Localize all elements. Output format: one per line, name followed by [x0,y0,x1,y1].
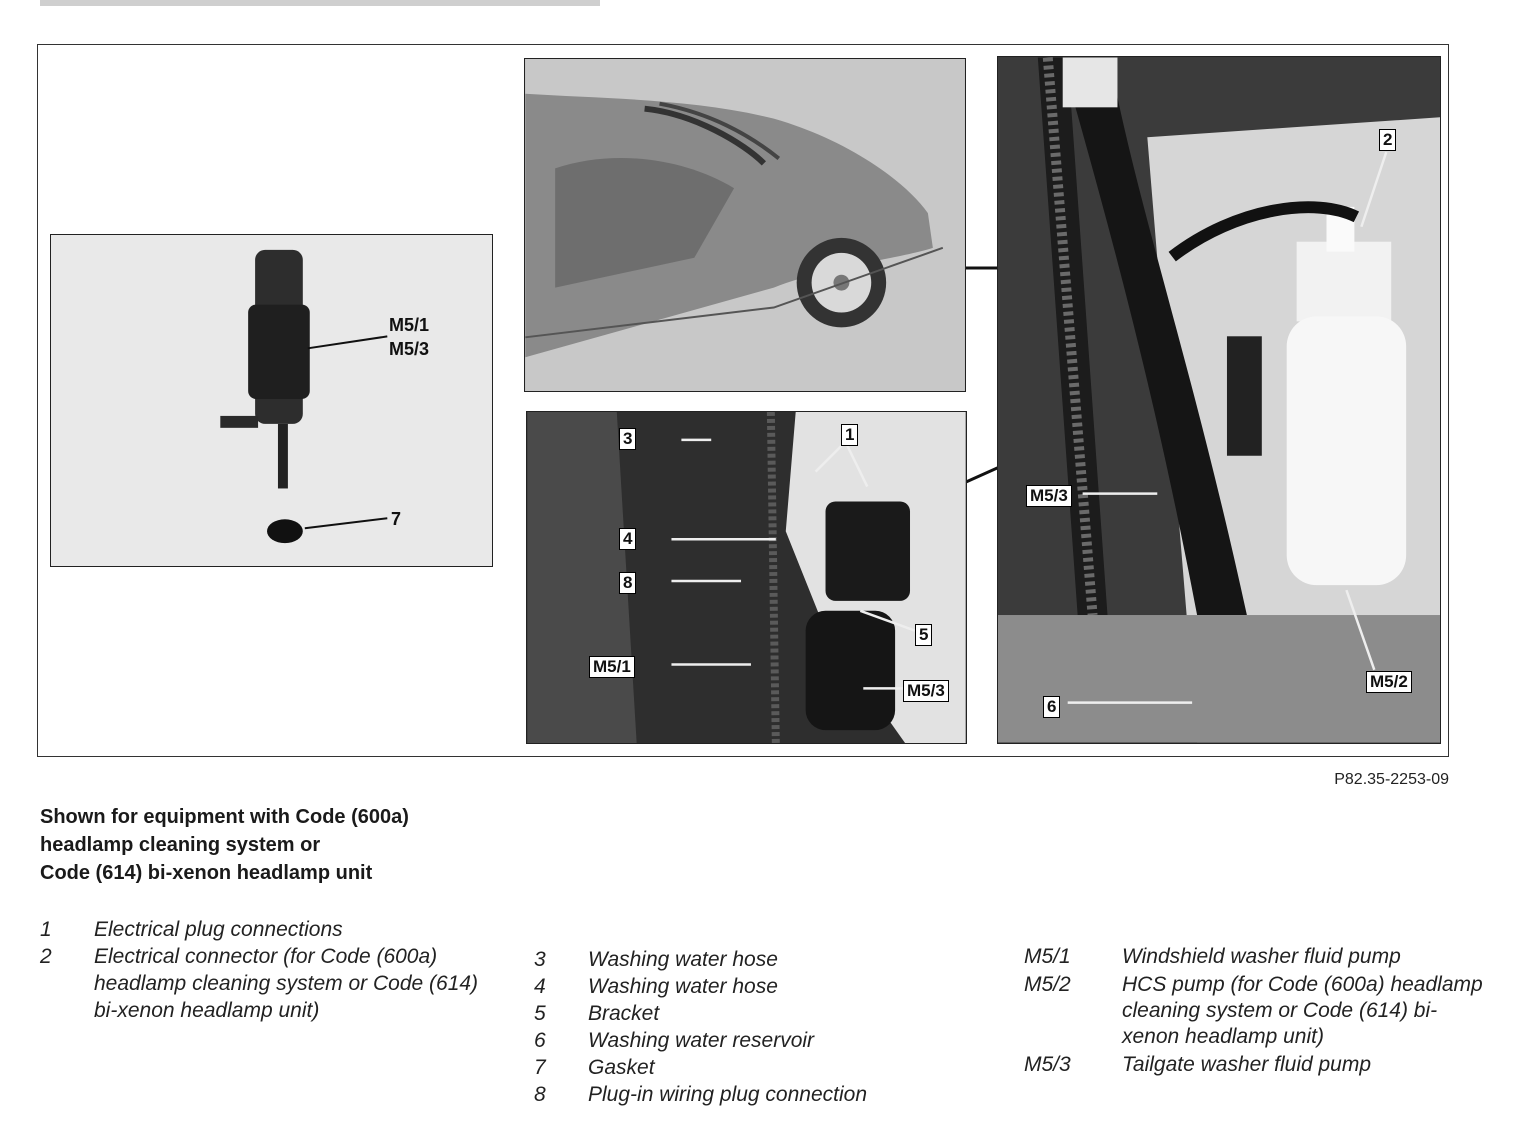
pump-detail-inset [50,234,493,567]
car-illustration [525,59,965,391]
legend-item [1024,1052,1484,1078]
legend-item [40,916,480,943]
callout-8: 8 [619,572,636,594]
caption-line-3: Code (614) bi-xenon headlamp unit [40,862,373,884]
callout-m5-3-bay: M5/3 [1026,485,1072,507]
legend-item [40,943,480,1024]
washer-reservoir-illustration [998,57,1440,743]
callout-m5-3: M5/3 [389,339,430,359]
legend-text: Windshield washer fluid pump [1122,945,1401,968]
callout-m5-3-engine: M5/3 [903,680,949,702]
pump-illustration [51,235,492,566]
legend-number: 4 [534,975,546,998]
legend-number: 7 [534,1056,546,1079]
legend-text: HCS pump (for Code (600a) headlamp cleaning system or Code (614) bi-xenon headlamp unit) [1122,973,1483,1048]
callout-5: 5 [915,624,932,646]
callout-7: 7 [391,509,402,529]
legend-text: Washing water hose [588,948,778,971]
legend-text: Tailgate washer fluid pump [1122,1053,1372,1076]
callout-2: 2 [1379,129,1396,151]
legend-number: 3 [534,948,546,971]
legend-text: Plug-in wiring plug connection [588,1083,867,1106]
legend-text: Bracket [588,1002,660,1025]
legend-item [1024,972,1484,1050]
figure-reference: P82.35-2253-09 [1334,771,1449,788]
legend-item [534,1000,954,1027]
legend-number: 1 [40,918,52,941]
callout-m5-2: M5/2 [1366,671,1412,693]
legend-number: M5/3 [1024,1053,1071,1076]
legend-item [534,1054,954,1081]
legend-item [534,946,954,973]
figure-caption [40,803,510,887]
caption-line-2: headlamp cleaning system or [40,834,321,856]
legend-text: Washing water hose [588,975,778,998]
reservoir-closeup-panel [526,411,967,744]
callout-m5-1: M5/1 [389,315,430,335]
legend-item [534,1027,954,1054]
caption-line-1: Shown for equipment with Code (600a) [40,806,409,828]
legend-item [1024,944,1484,970]
header-remnant-bar [40,0,600,6]
legend-number: 8 [534,1083,546,1106]
legend-text: Electrical connector (for Code (600a) headlamp cleaning system or Code (614) bi-xenon headlamp unit) [94,945,479,1022]
callout-3: 3 [619,428,636,450]
callout-6: 6 [1043,696,1060,718]
legend-text: Electrical plug connections [94,918,343,941]
legend-number: 2 [40,945,52,968]
legend-text: Washing water reservoir [588,1029,815,1052]
vehicle-location-panel [524,58,966,392]
washer-reservoir-panel [997,56,1441,744]
callout-m5-1-engine: M5/1 [589,656,635,678]
callout-4: 4 [619,528,636,550]
legend-column-3 [1024,944,1484,1080]
legend-number: 5 [534,1002,546,1025]
legend-item [534,973,954,1000]
legend-text: Gasket [588,1056,655,1079]
legend-column-1 [40,916,480,1024]
legend-number: M5/2 [1024,973,1071,996]
legend-item [534,1081,954,1108]
legend-number: 6 [534,1029,546,1052]
callout-1: 1 [841,424,858,446]
legend-column-2 [534,946,954,1108]
legend-number: M5/1 [1024,945,1071,968]
reservoir-closeup-illustration [527,412,966,743]
